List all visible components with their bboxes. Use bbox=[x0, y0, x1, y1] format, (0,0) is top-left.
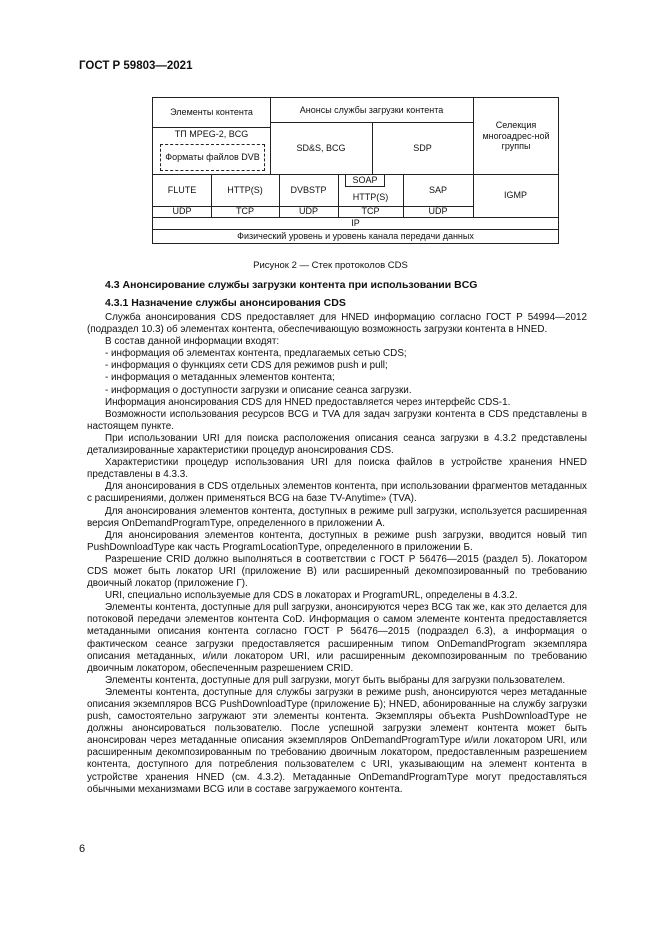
udp-label-3: UDP bbox=[428, 206, 448, 217]
ip-label: IP bbox=[351, 217, 360, 228]
protocol-stack-diagram bbox=[152, 97, 559, 244]
paragraph: Для анонсирования в CDS отдельных элементов контента, при использовании фрагментов метаданных с расширениями, должен применяться BCG на базе TV-Anytime» (TVA). bbox=[87, 481, 587, 505]
multicast-selection-label: Селекция многоадрес-ной группы bbox=[482, 120, 550, 152]
paragraph: Для анонсирования элементов контента, доступных в режиме push загрузки, вводится новый тип PushDownloadType как часть ProgramLocationType, определенного в приложении Б. bbox=[87, 529, 587, 553]
body-text bbox=[87, 312, 587, 796]
paragraph: В состав данной информации входят: bbox=[105, 336, 280, 348]
page-number: 6 bbox=[79, 843, 86, 855]
figure-caption: Рисунок 2 — Стек протоколов CDS bbox=[253, 260, 408, 271]
paragraph: Для анонсирования элементов контента, доступных в режиме pull загрузки, используется расширенная версия OnDemandProgramType, определенного в приложении А. bbox=[87, 505, 587, 529]
subsection-heading: 4.3.1 Назначение службы анонсирования CDS bbox=[105, 297, 346, 309]
physical-layer-label: Физический уровень и уровень канала передачи данных bbox=[237, 230, 474, 241]
paragraph: Разрешение CRID должно выполняться в соответствии с ГОСТ Р 56476—2015 (раздел 5). Локатором CDS может быть локатор URI (приложение В) или расширенный декомпозированный по требованию двоичный локатор (приложение Г). bbox=[87, 553, 587, 590]
sdp-label: SDP bbox=[413, 142, 432, 153]
paragraph: URI, специально используемые для CDS в локаторах и ProgramURL, определены в 4.3.2. bbox=[105, 590, 518, 602]
soap-label: SOAP bbox=[352, 175, 378, 186]
udp-label-2: UDP bbox=[298, 206, 318, 217]
paragraph: При использовании URI для поиска расположения описания сеанса загрузки в 4.3.2 представлены детализированные характеристики процедур анонсирования CDS. bbox=[87, 432, 587, 457]
udp-label-1: UDP bbox=[172, 206, 192, 217]
tcp-label-2: TCP bbox=[361, 206, 380, 217]
paragraph: Характеристики процедур использования URI для поиска файлов в устройстве хранения HNED представлены в 4.3.3. bbox=[87, 457, 587, 481]
dvb-file-formats-label: Форматы файлов DVB bbox=[165, 152, 260, 163]
paragraph: Элементы контента, доступные для pull загрузки, анонсируются через BCG так же, как это делается для потоковой передачи элементов контента CoD. Информация о самом элементе контента предоставляется метаданными описания контента согласно ГОСТ Р 56476—2015 (подраздел 6.3), а информация о фактическом сеансе загрузки предоставляется расширенным типом OnDemandProgram экземпляра описания метаданных, и/или локатором URI, или расширенным декомпозированным по требованию двоичным локатором, обеспеченным разрешением CRID. bbox=[87, 602, 587, 674]
paragraph: Элементы контента, доступные для службы загрузки в режиме push, анонсируются через метаданные описания экземпляров BCG PushDownloadType (приложение Б); HNED, абонированные на службу загрузки push, самостоятельно загружают эти элементы контента. Экземпляры объекта PushDownloadType не должны анонсироваться пользователю. После успешной загрузки элемент контента может быть анонсирован через метаданные описания экземпляров OnDemandProgramType и/или локатором URI, или расширенным декомпозированным по требованию двоичным локатором, предоставленным разрешением контента, доступного для потребления пользователем с URI, указывающим на элемент контента в устройстве хранения HNED (см. 4.3.2). Метаданные OnDemandProgramType могут предоставляться обычными механизмами BCG или в составе загружаемого контента. bbox=[87, 686, 587, 795]
tcp-label-1: TCP bbox=[236, 206, 254, 217]
paragraph: Элементы контента, доступные для pull загрузки, могут быть выбраны для загрузки пользователем. bbox=[105, 674, 566, 686]
announce-services-label: Анонсы службы загрузки контента bbox=[299, 104, 444, 115]
paragraph: Возможности использования ресурсов BCG и TVA для задач загрузки контента в CDS представлены в настоящем пункте. bbox=[87, 408, 587, 432]
paragraph: Информация анонсирования CDS для HNED предоставляется через интерфейс CDS-1. bbox=[105, 396, 511, 408]
http-s-soap-label: HTTP(S) bbox=[352, 192, 389, 203]
list-item: - информация о функциях сети CDS для режимов push и pull; bbox=[105, 360, 388, 372]
tp-mpeg-label: ТП MPEG-2, BCG bbox=[174, 128, 249, 139]
section-heading: 4.3 Анонсирование службы загрузки контента при использовании BCG bbox=[105, 279, 478, 291]
list-item: - информация о доступности загрузки и описание сеанса загрузки. bbox=[105, 384, 412, 396]
sds-bcg-label: SD&S, BCG bbox=[296, 142, 346, 153]
igmp-label: IGMP bbox=[503, 190, 527, 201]
content-elements-label: Элементы контента bbox=[170, 107, 253, 118]
paragraph: Служба анонсирования CDS предоставляет для HNED информацию согласно ГОСТ Р 54994—2012 (подраздел 10.3) об элементах контента, обеспечивающую возможность загрузки контента в HNED. bbox=[87, 312, 587, 336]
http-s-label: HTTP(S) bbox=[227, 184, 263, 195]
flute-label: FLUTE bbox=[167, 184, 197, 195]
dvbstp-label: DVBSTP bbox=[290, 184, 327, 195]
document-header: ГОСТ Р 59803—2021 bbox=[79, 60, 193, 72]
list-item: - информация о метаданных элементов контента; bbox=[105, 372, 335, 384]
sap-label: SAP bbox=[428, 184, 447, 195]
list-item: - информация об элементах контента, предлагаемых сетью CDS; bbox=[105, 348, 407, 360]
